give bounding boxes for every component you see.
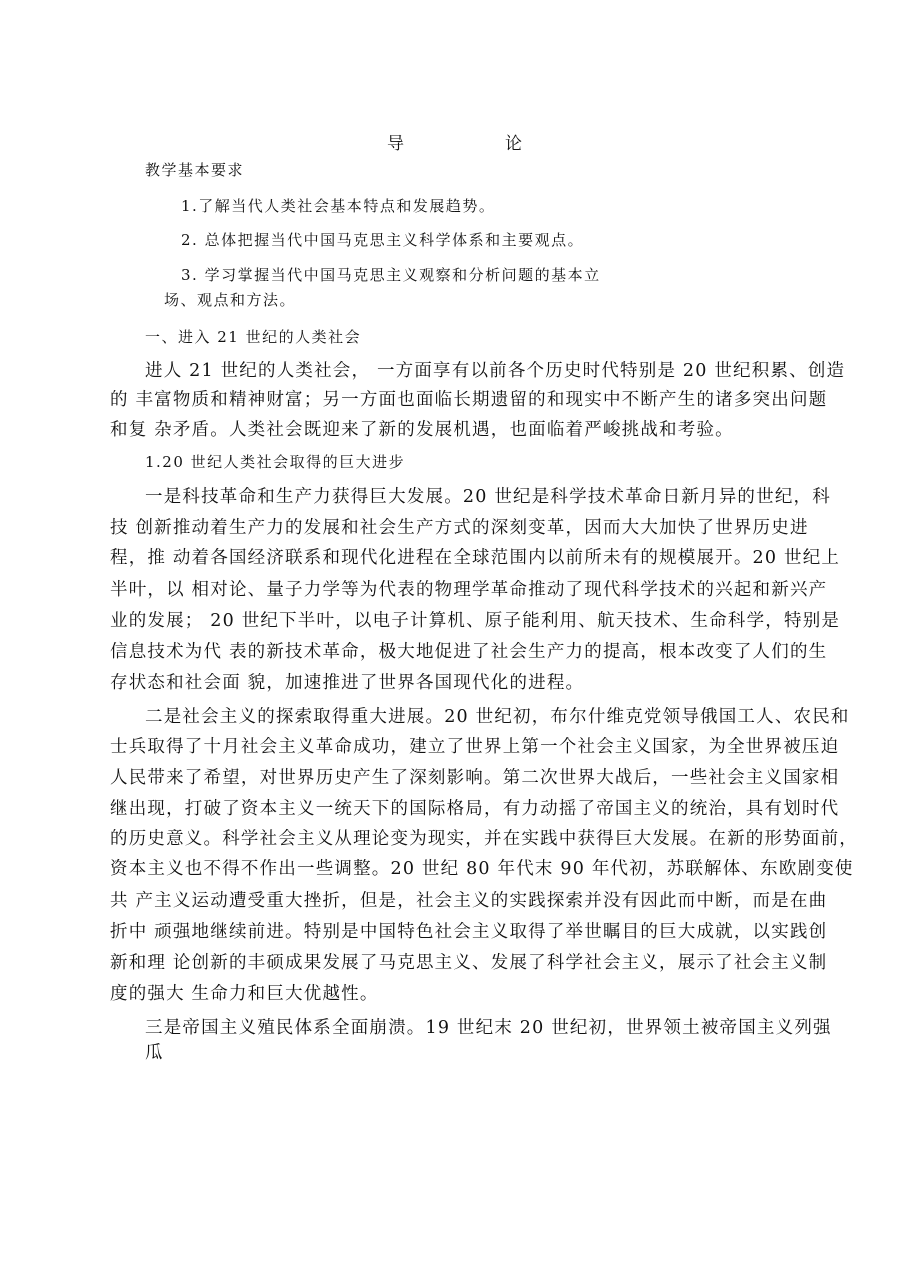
para1-line-3: 程，推 动着各国经济联系和现代化进程在全球范围内以前所未有的规模展开。20 世纪上 xyxy=(110,548,841,568)
para2-line-9: 新和理 论创新的丰硕成果发展了马克思主义、发展了科学社会主义，展示了社会主义制 xyxy=(110,953,828,973)
para2-line-2: 士兵取得了十月社会主义革命成功，建立了世界上第一个社会主义国家，为全世界被压迫 xyxy=(110,737,840,757)
para1-line-1: 一是科技革命和生产力获得巨大发展。20 世纪是科学技术革命日新月异的世纪，科 xyxy=(145,487,831,507)
para1-line-6: 信息技术为代 表的新技术革命，极大地促进了社会生产力的提高，根本改变了人们的生 xyxy=(110,642,828,662)
subsection-heading: 1.20 世纪人类社会取得的巨大进步 xyxy=(145,453,406,471)
intro-line-2: 的 丰富物质和精神财富；另一方面也面临长期遗留的和现实中不断产生的诸多突出问题 xyxy=(110,390,828,410)
para1-line-7: 存状态和社会面 貌，加速推进了世界各国现代化的进程。 xyxy=(110,673,585,693)
para2-line-1: 二是社会主义的探索取得重大进展。20 世纪初，布尔什维克党领导俄国工人、农民和 xyxy=(145,707,850,727)
intro-line-3: 和复 杂矛盾。人类社会既迎来了新的发展机遇，也面临着严峻挑战和考验。 xyxy=(110,420,734,440)
para2-line-4: 继出现，打破了资本主义一统天下的国际格局，有力动摇了帝国主义的统治，具有划时代 xyxy=(110,799,840,819)
para2-line-7: 共 产主义运动遭受重大挫折，但是，社会主义的实践探索并没有因此而中断，而是在曲 xyxy=(110,891,828,911)
para2-line-5: 的历史意义。科学社会主义从理论变为现实，并在实践中获得巨大发展。在新的形势面前， xyxy=(110,829,858,849)
requirement-item-3: 3. 学习掌握当代中国马克思主义观察和分析问题的基本立 xyxy=(181,266,601,284)
para2-line-3: 人民带来了希望，对世界历史产生了深刻影响。第二次世界大战后，一些社会主义国家相 xyxy=(110,768,840,788)
page-title: 导 论 xyxy=(387,134,564,154)
para1-line-2: 技 创新推动着生产力的发展和社会生产方式的深刻变革，因而大大加快了世界历史进 xyxy=(110,518,809,538)
para2-line-8: 折中 顽强地继续前进。特别是中国特色社会主义取得了举世瞩目的巨大成就，以实践创 xyxy=(110,922,828,942)
para3-line-1: 三是帝国主义殖民体系全面崩溃。19 世纪末 20 世纪初，世界领土被帝国主义列强 xyxy=(145,1018,832,1038)
para2-line-10: 度的强大 生命力和巨大优越性。 xyxy=(110,984,379,1004)
requirements-heading: 教学基本要求 xyxy=(145,161,245,179)
requirement-item-3-cont: 场、观点和方法。 xyxy=(164,291,297,309)
para1-line-4: 半叶，以 相对论、量子力学等为代表的物理学革命推动了现代科学技术的兴起和新兴产 xyxy=(110,580,828,600)
intro-line-1: 进人 21 世纪的人类社会， 一方面享有以前各个历史时代特别是 20 世纪积累、创造 xyxy=(145,361,846,381)
requirement-item-2: 2. 总体把握当代中国马克思主义科学体系和主要观点。 xyxy=(181,231,585,249)
para2-line-6: 资本主义也不得不作出一些调整。20 世纪 80 年代末 90 年代初，苏联解体、东欧剧变使 xyxy=(110,859,854,879)
section-heading: 一、进入 21 世纪的人类社会 xyxy=(145,328,362,346)
para3-line-2: 瓜 xyxy=(145,1043,164,1063)
requirement-item-1: 1.了解当代人类社会基本特点和发展趋势。 xyxy=(181,197,496,215)
para1-line-5: 业的发展； 20 世纪下半叶，以电子计算机、原子能利用、航天技术、生命科学，特别是 xyxy=(110,611,841,631)
